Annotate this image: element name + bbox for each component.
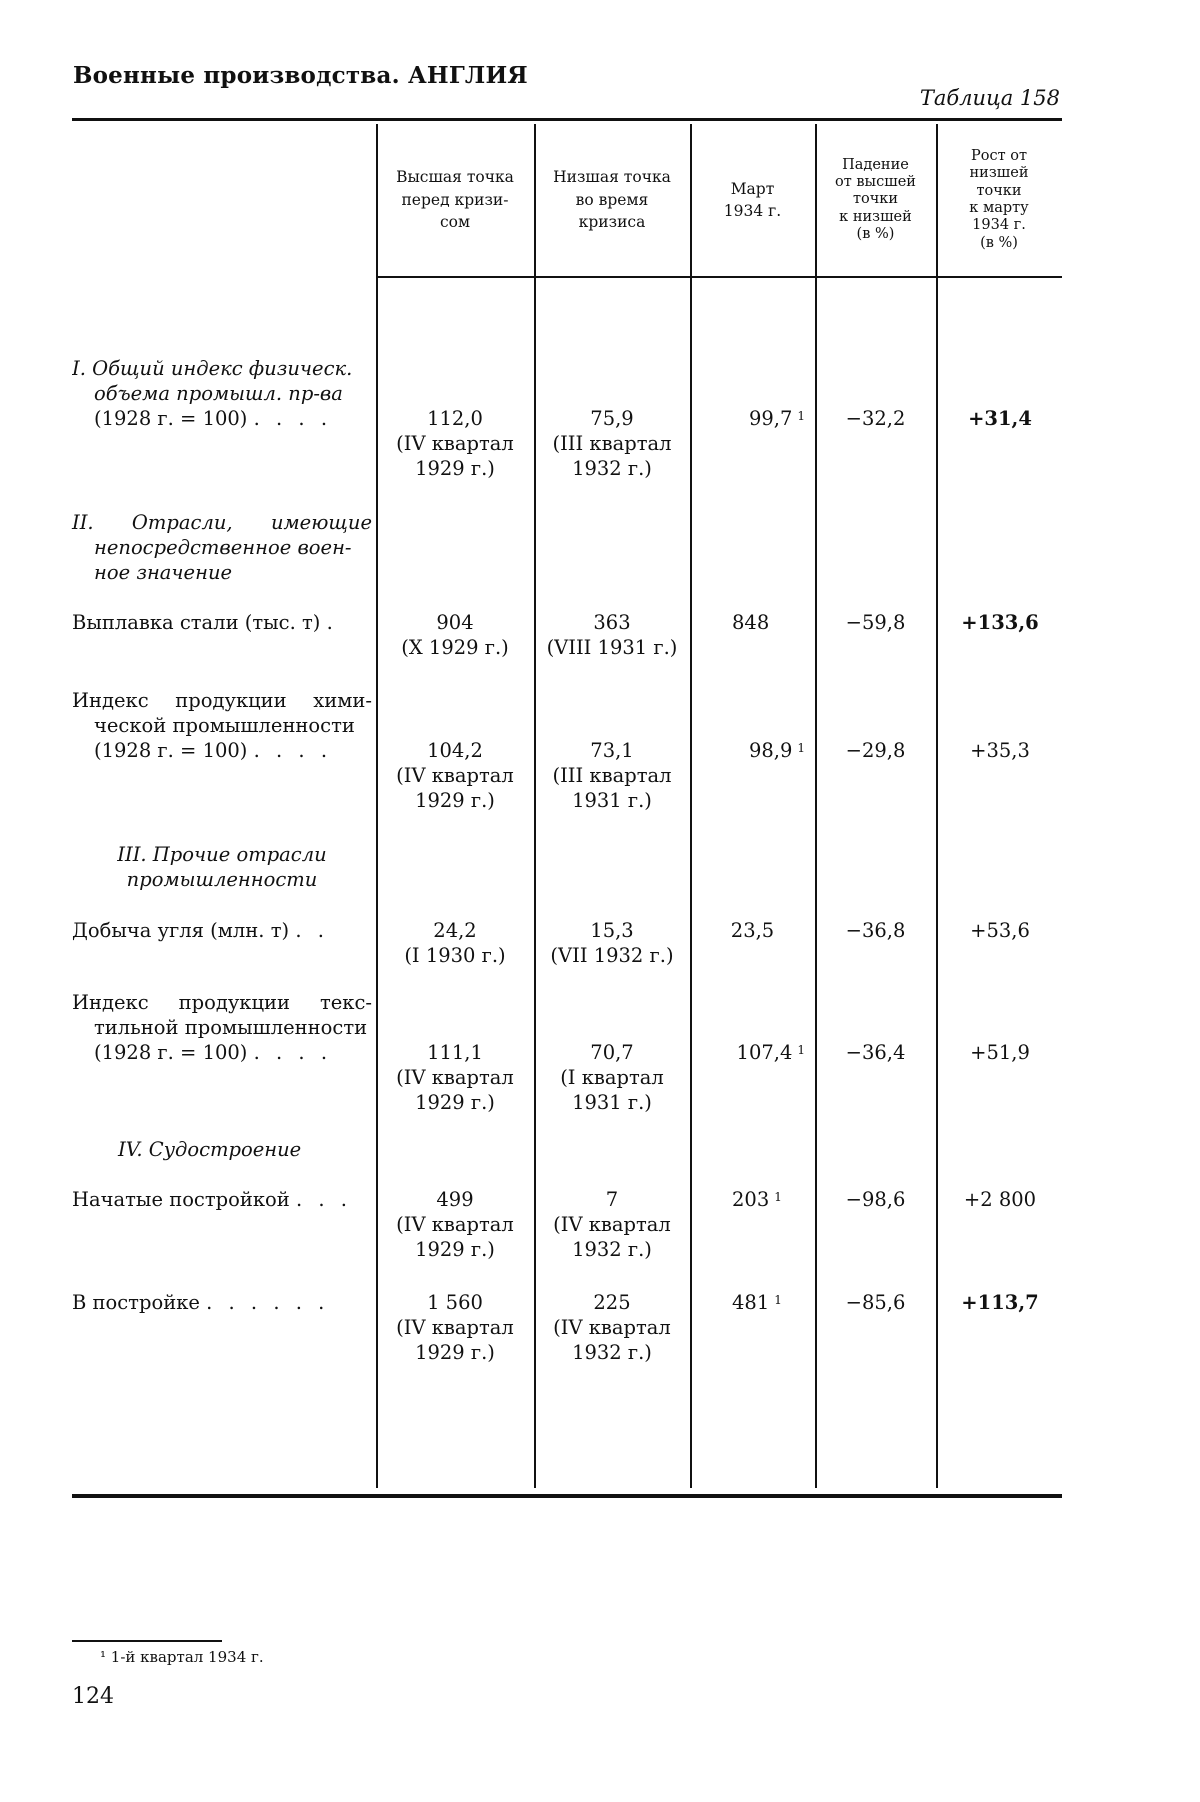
high-value: 904 (X 1929 г.) bbox=[401, 611, 509, 659]
fall-percent: −85,6 bbox=[845, 1291, 906, 1314]
high-value: 1 560 (IV квартал 1929 г.) bbox=[396, 1291, 514, 1364]
column-divider bbox=[690, 124, 692, 1488]
growth-percent: +35,3 bbox=[970, 739, 1030, 762]
fall-percent: −32,2 bbox=[845, 407, 906, 430]
march-value: 848 bbox=[732, 611, 770, 634]
row-label: I. Общий индекс физическ. объема промышл. пр-ва (1928 г. = 100) . . . . bbox=[72, 357, 353, 430]
growth-percent: +2 800 bbox=[963, 1188, 1037, 1211]
column-header-high: Высшая точка перед кризи- сом bbox=[396, 168, 514, 232]
march-value: 99,7 $^1$ bbox=[748, 407, 805, 430]
high-value: 104,2 (IV квартал 1929 г.) bbox=[396, 739, 514, 812]
row-label: В постройке . . . . . . bbox=[72, 1291, 330, 1314]
table-number: Таблица 158 bbox=[919, 86, 1060, 110]
march-value: 203 $^1$ bbox=[732, 1188, 782, 1211]
high-value: 111,1 (IV квартал 1929 г.) bbox=[396, 1041, 514, 1114]
column-header-fall: Падение от высшей точки к низшей (в %) bbox=[835, 156, 916, 243]
row-label: Индекс продукции текс- тильной промышленности (1928 г. = 100) . . . . bbox=[72, 991, 372, 1064]
table-bottom-rule bbox=[72, 1494, 1062, 1498]
growth-percent: +113,7 bbox=[961, 1291, 1039, 1314]
fall-percent: −36,4 bbox=[845, 1041, 906, 1064]
fall-percent: −98,6 bbox=[845, 1188, 906, 1211]
footnote: ¹ 1-й квартал 1934 г. bbox=[100, 1648, 264, 1666]
low-value: 225 (IV квартал 1932 г.) bbox=[553, 1291, 671, 1364]
header-bottom-rule bbox=[376, 276, 1062, 278]
high-value: 24,2 (I 1930 г.) bbox=[404, 919, 506, 967]
march-value: 481 $^1$ bbox=[732, 1291, 782, 1314]
march-value: 107,4 $^1$ bbox=[736, 1041, 805, 1064]
section-heading: II. Отрасли, имеющие непосредственное воен- ное значение bbox=[72, 511, 372, 584]
section-heading: III. Прочие отрасли промышленности bbox=[117, 843, 327, 891]
column-header-low: Низшая точка во время кризиса bbox=[553, 168, 671, 232]
column-divider bbox=[936, 124, 938, 1488]
fall-percent: −36,8 bbox=[845, 919, 906, 942]
low-value: 7 (IV квартал 1932 г.) bbox=[553, 1188, 671, 1261]
growth-percent: +31,4 bbox=[968, 407, 1032, 430]
column-header-growth: Рост от низшей точки к марту 1934 г. (в %) bbox=[969, 147, 1029, 251]
footnote-rule bbox=[72, 1640, 222, 1642]
row-label: Индекс продукции хими- ческой промышленности (1928 г. = 100) . . . . bbox=[72, 689, 372, 762]
column-header-march: Март 1934 г. bbox=[723, 179, 782, 220]
page-title: Военные производства. АНГЛИЯ bbox=[73, 62, 528, 89]
growth-percent: +53,6 bbox=[970, 919, 1030, 942]
growth-percent: +133,6 bbox=[961, 611, 1039, 634]
low-value: 15,3 (VII 1932 г.) bbox=[550, 919, 674, 967]
page-number: 124 bbox=[72, 1684, 114, 1709]
table-top-rule bbox=[72, 118, 1062, 121]
low-value: 363 (VIII 1931 г.) bbox=[546, 611, 678, 659]
section-heading: IV. Судостроение bbox=[118, 1138, 302, 1161]
high-value: 499 (IV квартал 1929 г.) bbox=[396, 1188, 514, 1261]
row-label: Начатые постройкой . . . bbox=[72, 1188, 352, 1211]
fall-percent: −59,8 bbox=[845, 611, 906, 634]
low-value: 73,1 (III квартал 1931 г.) bbox=[552, 739, 672, 812]
row-label: Выплавка стали (тыс. т) . bbox=[72, 611, 333, 634]
low-value: 75,9 (III квартал 1932 г.) bbox=[552, 407, 672, 480]
fall-percent: −29,8 bbox=[845, 739, 906, 762]
high-value: 112,0 (IV квартал 1929 г.) bbox=[396, 407, 514, 480]
march-value: 23,5 bbox=[730, 919, 775, 942]
row-label: Добыча угля (млн. т) . . bbox=[72, 919, 329, 942]
growth-percent: +51,9 bbox=[970, 1041, 1030, 1064]
march-value: 98,9 $^1$ bbox=[748, 739, 805, 762]
low-value: 70,7 (I квартал 1931 г.) bbox=[560, 1041, 664, 1114]
column-divider bbox=[815, 124, 817, 1488]
